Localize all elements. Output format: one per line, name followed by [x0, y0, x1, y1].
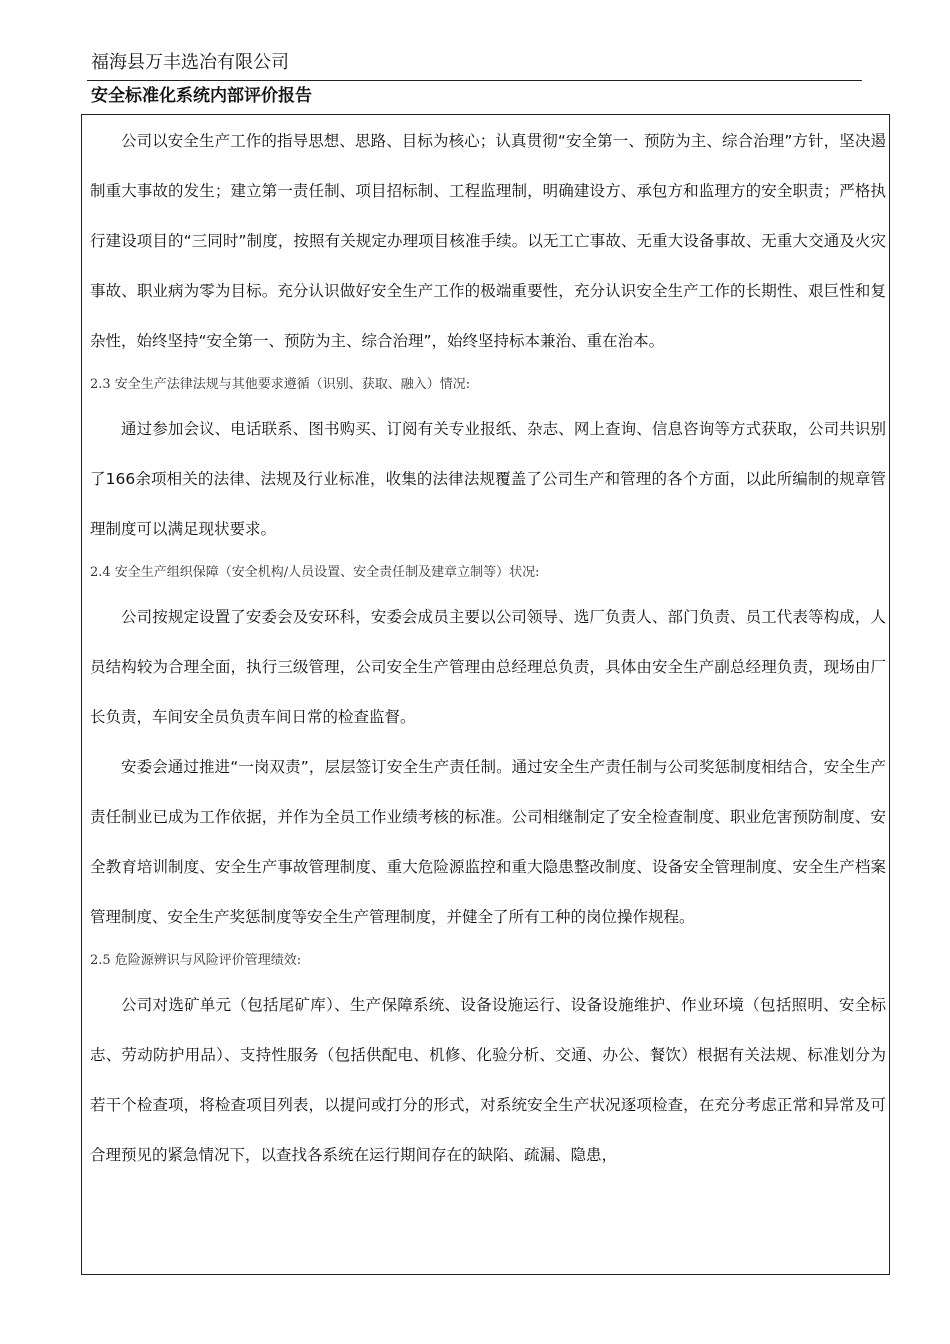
paragraph-safety-policy: 公司以安全生产工作的指导思想、思路、目标为核心；认真贯彻“安全第一、预防为主、综合治理”方针，坚决遏制重大事故的发生；建立第一责任制、项目招标制、工程监理制，明确建设方、承包方和监理方的安全职责；严格执行建设项目的“三同时”制度，按照有关规定办理项目核准手续。以无工亡事故、无重大设备事故、无重大交通及火灾事故、职业病为零为目标。充分认识做好安全生产工作的极端重要性，充分认识安全生产工作的长期性、艰巨性和复杂性，始终坚持“安全第一、预防为主、综合治理”，始终坚持标本兼治、重在治本。: [90, 132, 886, 350]
section-heading-2-3: 2.3 安全生产法律法规与其他要求遵循（识别、获取、融入）情况:: [90, 377, 471, 392]
paragraph-responsibility-system: 安委会通过推进“一岗双责”，层层签订安全生产责任制。通过安全生产责任制与公司奖惩制度相结合，安全生产责任制业已成为工作依据，并作为全员工作业绩考核的标准。公司相继制定了安全检查制度、职业危害预防制度、安全教育培训制度、安全生产事故管理制度、重大危险源监控和重大隐患整改制度、设备安全管理制度、安全生产档案管理制度、安全生产奖惩制度等安全生产管理制度，并健全了所有工种的岗位操作规程。: [90, 758, 886, 926]
content-frame: [81, 114, 890, 1275]
paragraph-laws-regulations: 通过参加会议、电话联系、图书购买、订阅有关专业报纸、杂志、网上查询、信息咨询等方式获取，公司共识别了166余项相关的法律、法规及行业标准，收集的法律法规覆盖了公司生产和管理的各个方面，以此所编制的规章管理制度可以满足现状要求。: [90, 420, 886, 538]
section-heading-2-4: 2.4 安全生产组织保障（安全机构/人员设置、安全责任制及建章立制等）状况:: [90, 565, 540, 580]
paragraph-hazard-identification: 公司对选矿单元（包括尾矿库）、生产保障系统、设备设施运行、设备设施维护、作业环境（包括照明、安全标志、劳动防护用品）、支持性服务（包括供配电、机修、化验分析、交通、办公、餐饮）根据有关法规、标准划分为若干个检查项，将检查项目列表，以提问或打分的形式，对系统安全生产状况逐项检查，在充分考虑正常和异常及可合理预见的紧急情况下，以查找各系统在运行期间存在的缺陷、疏漏、隐患，: [90, 996, 886, 1164]
report-body: [90, 115, 886, 1180]
paragraph-organization: 公司按规定设置了安委会及安环科，安委会成员主要以公司领导、选厂负责人、部门负责、员工代表等构成，人员结构较为合理全面，执行三级管理，公司安全生产管理由总经理总负责，具体由安全生产副总经理负责，现场由厂长负责，车间安全员负责车间日常的检查监督。: [90, 608, 886, 726]
section-heading-2-5: 2.5 危险源辨识与风险评价管理绩效:: [90, 953, 302, 968]
header-divider: [87, 80, 862, 81]
company-name: 福海县万丰选冶有限公司: [91, 52, 289, 73]
report-title: 安全标准化系统内部评价报告: [91, 86, 312, 106]
